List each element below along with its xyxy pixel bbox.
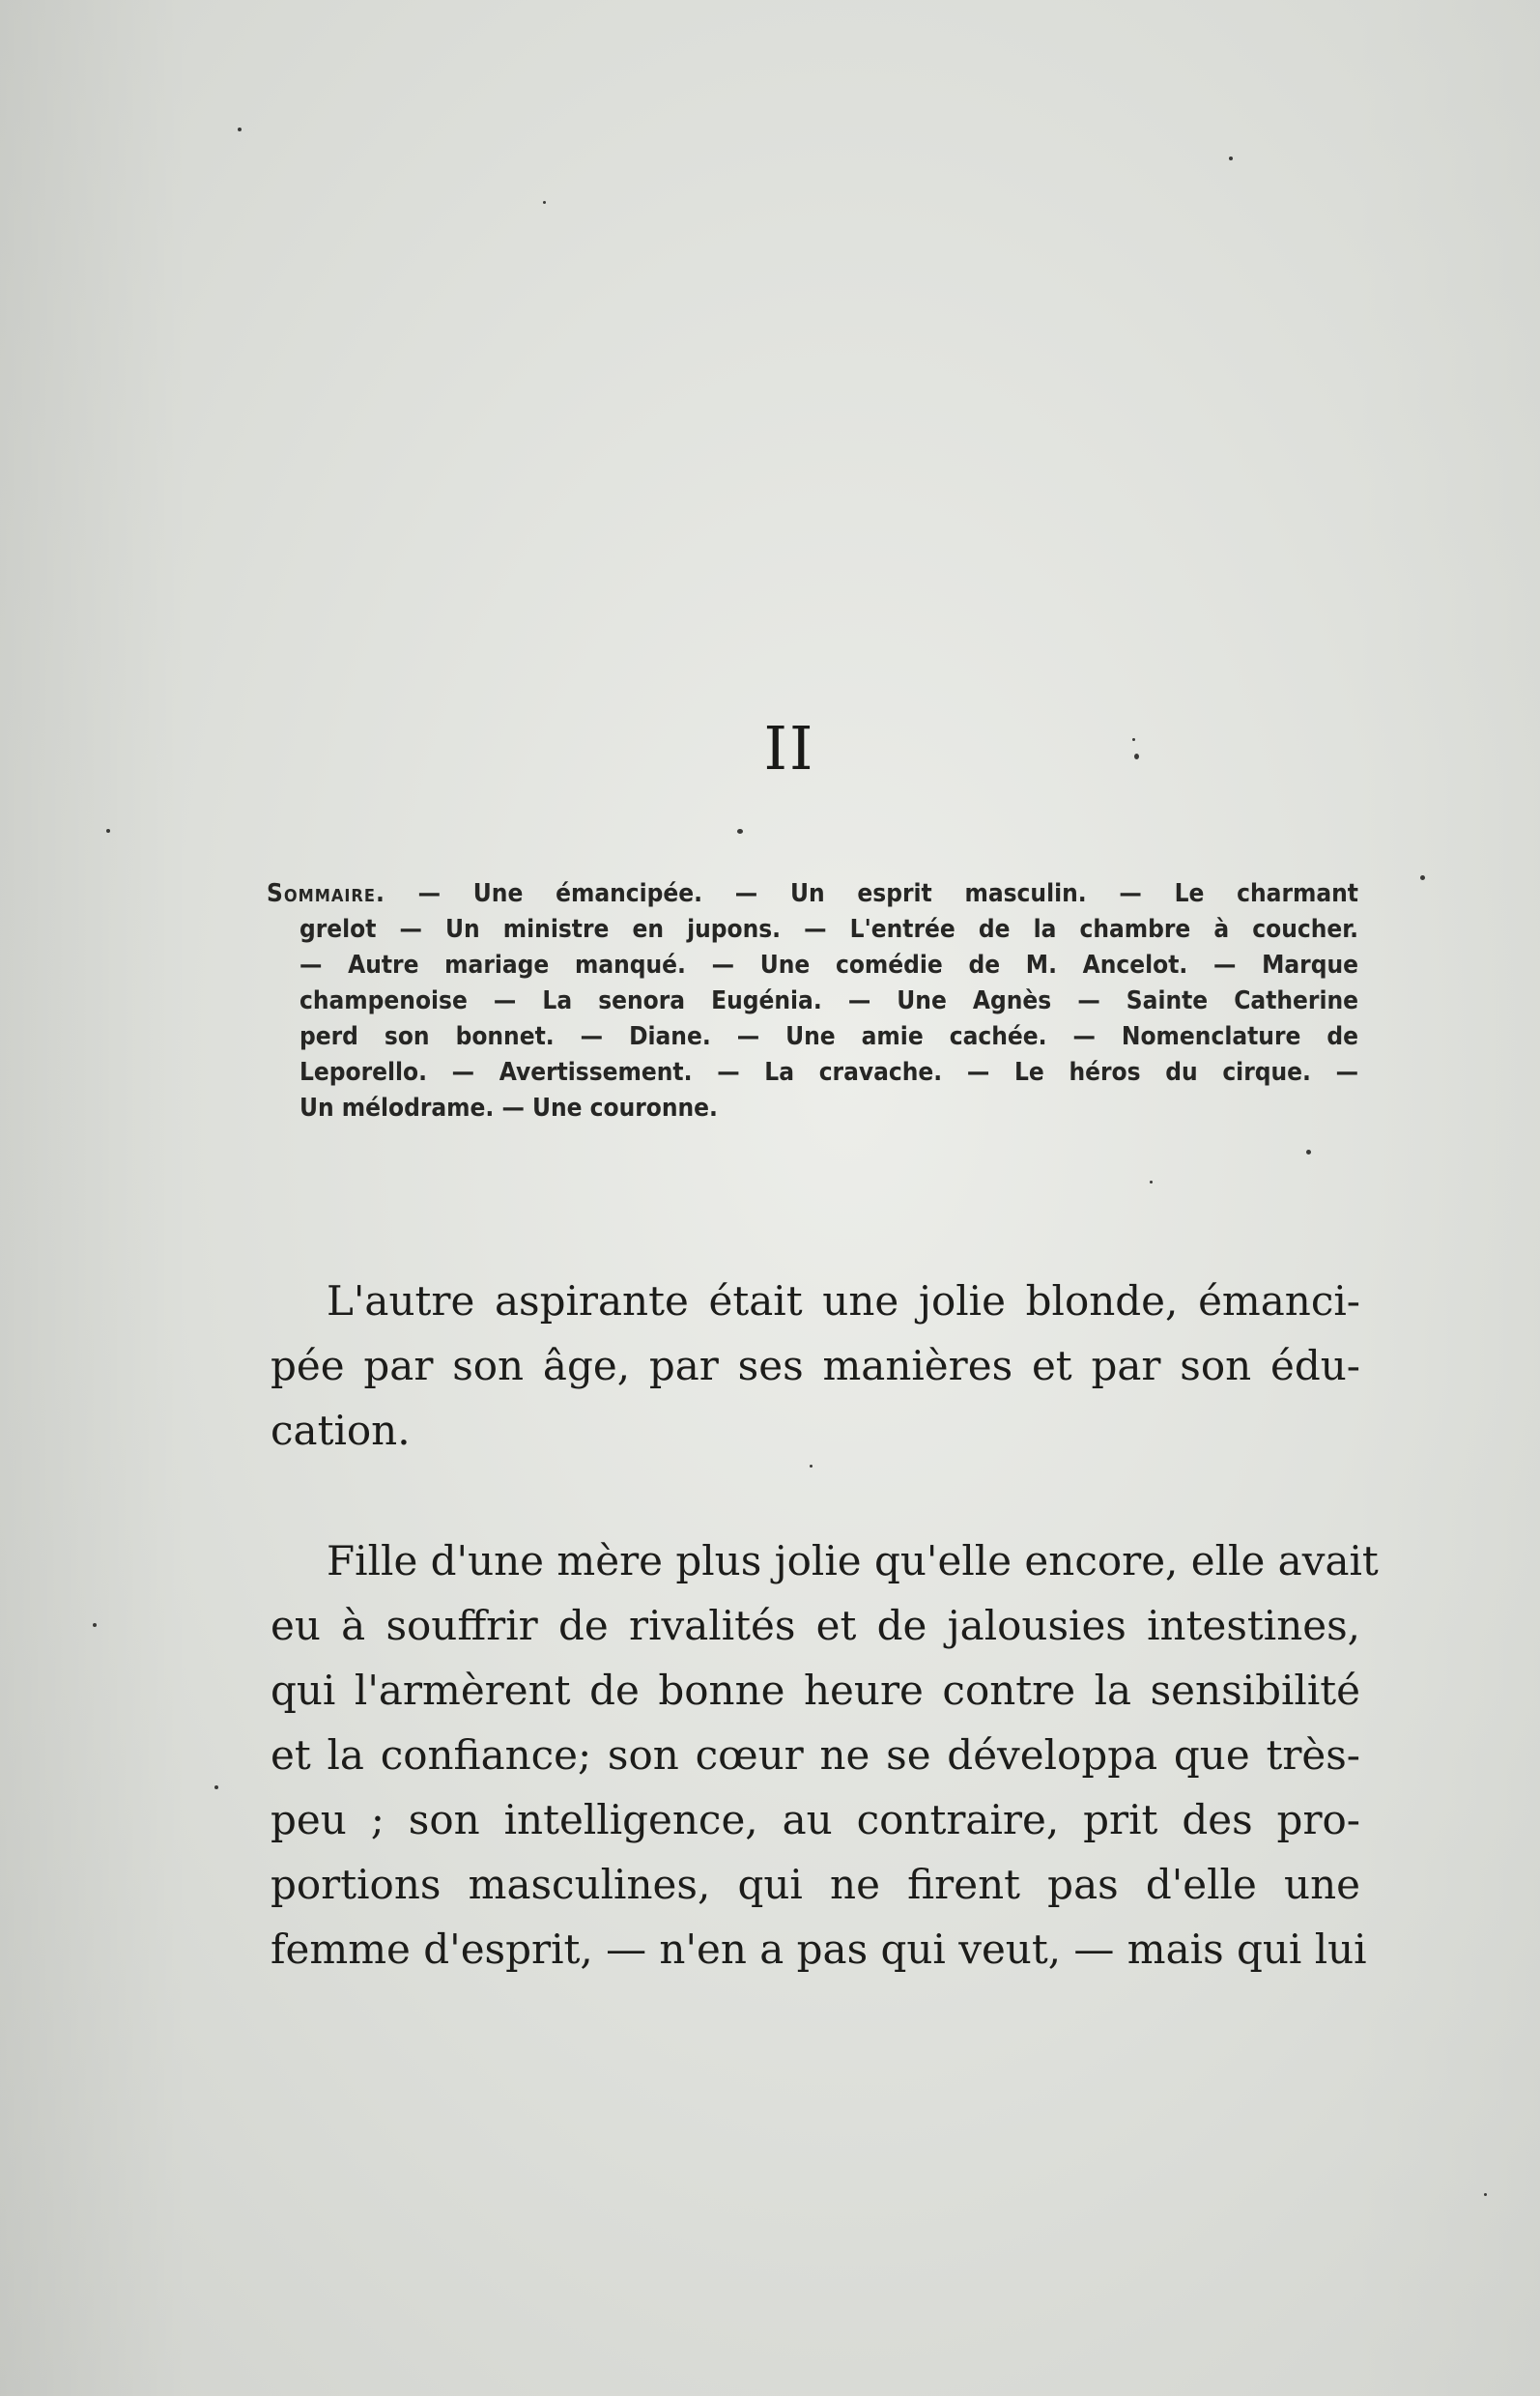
paper-speck: [543, 201, 546, 204]
paragraph: [271, 1528, 1379, 1982]
summary-line: — Autre mariage manqué. — Une comédie de M. Ancelot. — Marque: [299, 951, 1358, 980]
summary-line: Leporello. — Avertissement. — La cravache. — Le héros du cirque. —: [299, 1058, 1358, 1087]
paper-speck: [1229, 157, 1233, 160]
paragraph-line: Fille d'une mère plus jolie qu'elle encore, elle avait: [327, 1537, 1379, 1584]
chapter-summary: [267, 876, 1358, 1127]
paper-speck: [810, 1465, 813, 1468]
summary-line: [267, 876, 1358, 912]
paragraph-line: qui l'armèrent de bonne heure contre la sensibilité: [271, 1667, 1360, 1714]
paragraph-line: peu ; son intelligence, au contraire, prit des pro-: [271, 1796, 1360, 1843]
paragraph-line: portions masculines, qui ne firent pas d'elle une: [271, 1861, 1360, 1908]
paper-speck: [737, 829, 743, 834]
chapter-number: II: [763, 713, 815, 784]
paragraph-line: L'autre aspirante était une jolie blonde, émanci-: [327, 1277, 1360, 1325]
paper-speck: [93, 1623, 97, 1627]
summary-line: perd son bonnet. — Diane. — Une amie cachée. — Nomenclature de: [299, 1022, 1358, 1051]
paper-speck: [106, 829, 110, 833]
paragraph-line: pée par son âge, par ses manières et par son édu-: [271, 1342, 1360, 1389]
paper-speck: [1420, 875, 1425, 880]
paragraph-line: et la confiance; son cœur ne se développa que très-: [271, 1731, 1360, 1779]
paragraph-line: eu à souffrir de rivalités et de jalousies intestines,: [271, 1602, 1360, 1649]
summary-lead: Sommaire.: [267, 879, 385, 908]
paragraph: [271, 1269, 1360, 1463]
summary-line: grelot — Un ministre en jupons. — L'entrée de la chambre à coucher.: [299, 915, 1358, 944]
summary-line: Un mélodrame. — Une couronne.: [299, 1094, 718, 1123]
summary-line: champenoise — La senora Eugénia. — Une Agnès — Sainte Catherine: [299, 986, 1358, 1015]
paper-speck: [238, 128, 242, 131]
paragraph-line: femme d'esprit, — n'en a pas qui veut, — mais qui lui: [271, 1925, 1367, 1973]
paper-speck: [1150, 1181, 1153, 1184]
summary-line-text: — Une émancipée. — Un esprit masculin. — Le charmant: [385, 879, 1358, 908]
paragraph-line: cation.: [271, 1407, 411, 1454]
paper-speck: [1306, 1150, 1311, 1155]
paper-speck: [214, 1785, 218, 1789]
paper-speck: [1484, 2193, 1487, 2196]
